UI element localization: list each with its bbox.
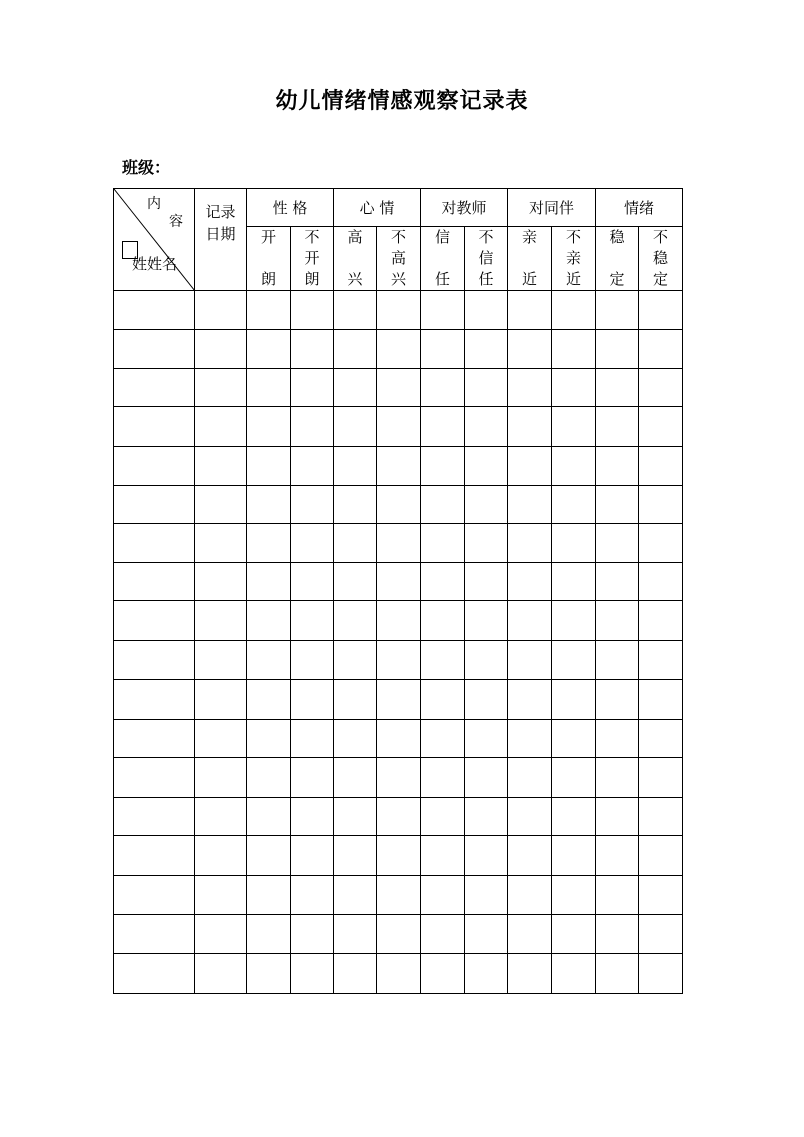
table-row [114, 641, 683, 680]
name-cell[interactable] [114, 330, 195, 369]
name-cell[interactable] [114, 915, 195, 954]
observation-cell[interactable] [552, 486, 596, 524]
observation-cell[interactable] [421, 836, 465, 876]
observation-cell[interactable] [334, 369, 377, 407]
observation-cell[interactable] [639, 369, 683, 407]
observation-cell[interactable] [334, 836, 377, 876]
observation-cell[interactable] [334, 330, 377, 369]
observation-cell[interactable] [596, 330, 639, 369]
name-cell[interactable] [114, 369, 195, 407]
observation-cell[interactable] [291, 758, 334, 798]
date-cell[interactable] [195, 641, 247, 680]
observation-cell[interactable] [596, 758, 639, 798]
sub-header [639, 227, 683, 291]
observation-cell[interactable] [377, 369, 421, 407]
observation-cell[interactable] [291, 447, 334, 486]
group-header: 情绪 [596, 189, 683, 227]
date-cell[interactable] [195, 447, 247, 486]
observation-cell[interactable] [465, 836, 508, 876]
name-cell[interactable] [114, 954, 195, 994]
observation-cell[interactable] [421, 680, 465, 720]
observation-cell[interactable] [596, 601, 639, 641]
observation-cell[interactable] [247, 291, 291, 330]
observation-cell[interactable] [291, 330, 334, 369]
observation-cell[interactable] [465, 954, 508, 994]
observation-cell[interactable] [552, 798, 596, 836]
sub-header [465, 227, 508, 291]
observation-cell[interactable] [334, 758, 377, 798]
observation-cell[interactable] [377, 524, 421, 563]
name-cell[interactable] [114, 524, 195, 563]
sub-header-char: 高 [390, 249, 406, 267]
date-cell[interactable] [195, 680, 247, 720]
observation-cell[interactable] [377, 601, 421, 641]
observation-cell[interactable] [639, 915, 683, 954]
observation-cell[interactable] [552, 524, 596, 563]
observation-cell[interactable] [639, 407, 683, 447]
observation-cell[interactable] [639, 680, 683, 720]
table-row [114, 291, 683, 330]
date-label-line2: 日期 [205, 225, 236, 243]
observation-cell[interactable] [334, 954, 377, 994]
observation-cell[interactable] [465, 641, 508, 680]
observation-cell[interactable] [334, 720, 377, 758]
observation-cell[interactable] [291, 641, 334, 680]
date-cell[interactable] [195, 915, 247, 954]
table-row [114, 798, 683, 836]
date-cell[interactable] [195, 720, 247, 758]
observation-cell[interactable] [377, 486, 421, 524]
observation-cell[interactable] [465, 680, 508, 720]
observation-cell[interactable] [334, 641, 377, 680]
group-header: 心 情 [334, 189, 421, 227]
name-cell[interactable] [114, 836, 195, 876]
observation-cell[interactable] [291, 876, 334, 915]
sub-header-char: 定 [609, 270, 625, 288]
observation-cell[interactable] [552, 330, 596, 369]
observation-cell[interactable] [508, 369, 552, 407]
observation-cell[interactable] [596, 369, 639, 407]
observation-cell[interactable] [421, 486, 465, 524]
observation-cell[interactable] [291, 407, 334, 447]
sub-header-char: 不 [478, 228, 494, 246]
table-row [114, 680, 683, 720]
observation-cell[interactable] [508, 641, 552, 680]
name-cell[interactable] [114, 876, 195, 915]
observation-cell[interactable] [508, 407, 552, 447]
observation-cell[interactable] [334, 486, 377, 524]
observation-cell[interactable] [247, 524, 291, 563]
observation-cell[interactable] [596, 915, 639, 954]
observation-cell[interactable] [596, 876, 639, 915]
observation-cell[interactable] [508, 954, 552, 994]
observation-cell[interactable] [421, 447, 465, 486]
sub-header-char: 亲 [521, 228, 537, 246]
observation-cell[interactable] [552, 369, 596, 407]
date-cell[interactable] [195, 601, 247, 641]
observation-cell[interactable] [508, 563, 552, 601]
date-cell[interactable] [195, 330, 247, 369]
observation-cell[interactable] [291, 798, 334, 836]
name-cell[interactable] [114, 291, 195, 330]
observation-table [113, 188, 683, 994]
sub-header-char: 稳 [652, 249, 668, 267]
observation-cell[interactable] [247, 954, 291, 994]
date-cell[interactable] [195, 876, 247, 915]
sub-header-char: 近 [521, 270, 537, 288]
diagonal-header-cell [114, 189, 195, 291]
observation-cell[interactable] [596, 447, 639, 486]
observation-cell[interactable] [421, 369, 465, 407]
observation-cell[interactable] [508, 915, 552, 954]
sub-header-char: 近 [565, 270, 581, 288]
observation-cell[interactable] [377, 447, 421, 486]
observation-cell[interactable] [247, 563, 291, 601]
observation-cell[interactable] [639, 601, 683, 641]
observation-cell[interactable] [465, 915, 508, 954]
observation-cell[interactable] [508, 330, 552, 369]
observation-cell[interactable] [552, 680, 596, 720]
observation-cell[interactable] [334, 563, 377, 601]
name-cell[interactable] [114, 641, 195, 680]
name-cell[interactable] [114, 407, 195, 447]
observation-cell[interactable] [247, 720, 291, 758]
sub-header-char: 高 [347, 228, 363, 246]
content-label-2: 容 [169, 214, 183, 230]
content-label-1: 内 [147, 196, 161, 212]
observation-cell[interactable] [291, 369, 334, 407]
observation-cell[interactable] [291, 563, 334, 601]
observation-cell[interactable] [291, 954, 334, 994]
observation-cell[interactable] [247, 915, 291, 954]
observation-cell[interactable] [334, 407, 377, 447]
sub-header-char: 不 [390, 228, 406, 246]
observation-cell[interactable] [334, 447, 377, 486]
observation-cell[interactable] [247, 369, 291, 407]
date-cell[interactable] [195, 798, 247, 836]
observation-cell[interactable] [508, 836, 552, 876]
observation-cell[interactable] [247, 407, 291, 447]
observation-cell[interactable] [291, 915, 334, 954]
observation-cell[interactable] [596, 836, 639, 876]
observation-cell[interactable] [465, 601, 508, 641]
observation-cell[interactable] [639, 720, 683, 758]
observation-cell[interactable] [508, 486, 552, 524]
table-row [114, 486, 683, 524]
observation-cell[interactable] [508, 291, 552, 330]
class-label: 班级： [122, 158, 171, 177]
observation-cell[interactable] [421, 601, 465, 641]
observation-cell[interactable] [421, 407, 465, 447]
date-cell[interactable] [195, 954, 247, 994]
observation-cell[interactable] [465, 720, 508, 758]
date-cell[interactable] [195, 758, 247, 798]
name-cell[interactable] [114, 601, 195, 641]
observation-cell[interactable] [552, 291, 596, 330]
name-cell[interactable] [114, 563, 195, 601]
table-row [114, 720, 683, 758]
observation-cell[interactable] [596, 563, 639, 601]
observation-cell[interactable] [247, 836, 291, 876]
observation-cell[interactable] [334, 876, 377, 915]
date-cell[interactable] [195, 524, 247, 563]
observation-cell[interactable] [508, 601, 552, 641]
sub-header-char: 朗 [260, 270, 276, 288]
table-row [114, 369, 683, 407]
observation-cell[interactable] [465, 447, 508, 486]
observation-cell[interactable] [291, 486, 334, 524]
name-cell[interactable] [114, 680, 195, 720]
sub-header [377, 227, 421, 291]
name-cell[interactable] [114, 447, 195, 486]
observation-cell[interactable] [421, 563, 465, 601]
observation-cell[interactable] [552, 447, 596, 486]
observation-cell[interactable] [291, 524, 334, 563]
group-header: 对教师 [421, 189, 508, 227]
sub-header [247, 227, 291, 291]
observation-cell[interactable] [421, 291, 465, 330]
sub-header-char: 朗 [304, 270, 320, 288]
date-cell[interactable] [195, 407, 247, 447]
observation-cell[interactable] [377, 563, 421, 601]
observation-cell[interactable] [247, 447, 291, 486]
observation-cell[interactable] [508, 798, 552, 836]
observation-cell[interactable] [334, 601, 377, 641]
observation-cell[interactable] [639, 447, 683, 486]
observation-cell[interactable] [508, 720, 552, 758]
observation-cell[interactable] [639, 291, 683, 330]
observation-cell[interactable] [465, 369, 508, 407]
sub-header-char: 稳 [609, 228, 625, 246]
sub-header [508, 227, 552, 291]
observation-cell[interactable] [334, 680, 377, 720]
table-row [114, 447, 683, 486]
observation-cell[interactable] [552, 876, 596, 915]
table-row [114, 407, 683, 447]
observation-cell[interactable] [291, 680, 334, 720]
table-row [114, 601, 683, 641]
observation-cell[interactable] [552, 915, 596, 954]
observation-cell[interactable] [421, 641, 465, 680]
observation-cell[interactable] [247, 486, 291, 524]
sub-header-char [334, 248, 376, 269]
observation-cell[interactable] [377, 680, 421, 720]
observation-cell[interactable] [247, 601, 291, 641]
sub-header [421, 227, 465, 291]
sub-header-char: 任 [434, 270, 450, 288]
observation-cell[interactable] [508, 447, 552, 486]
observation-cell[interactable] [421, 798, 465, 836]
name-cell[interactable] [114, 758, 195, 798]
observation-cell[interactable] [596, 524, 639, 563]
observation-cell[interactable] [377, 407, 421, 447]
name-label: 姓姓名 [132, 255, 178, 273]
sub-header-char [596, 248, 638, 269]
date-cell[interactable] [195, 486, 247, 524]
sub-header-char: 不 [565, 228, 581, 246]
observation-cell[interactable] [508, 680, 552, 720]
observation-cell[interactable] [377, 836, 421, 876]
observation-cell[interactable] [377, 720, 421, 758]
observation-cell[interactable] [247, 330, 291, 369]
page-title: 幼儿情绪情感观察记录表 [275, 89, 529, 114]
observation-cell[interactable] [508, 524, 552, 563]
observation-cell[interactable] [639, 641, 683, 680]
observation-cell[interactable] [247, 758, 291, 798]
observation-cell[interactable] [334, 291, 377, 330]
observation-cell[interactable] [377, 915, 421, 954]
table-row [114, 330, 683, 369]
observation-cell[interactable] [552, 641, 596, 680]
observation-cell[interactable] [552, 836, 596, 876]
observation-cell[interactable] [465, 486, 508, 524]
table-row [114, 876, 683, 915]
observation-cell[interactable] [552, 563, 596, 601]
observation-cell[interactable] [639, 876, 683, 915]
table-row [114, 954, 683, 994]
date-label-line1: 记录 [205, 203, 236, 221]
group-header: 对同伴 [508, 189, 596, 227]
name-cell[interactable] [114, 720, 195, 758]
observation-cell[interactable] [465, 524, 508, 563]
observation-cell[interactable] [596, 720, 639, 758]
observation-cell[interactable] [421, 758, 465, 798]
date-cell[interactable] [195, 291, 247, 330]
group-header: 性 格 [247, 189, 334, 227]
observation-cell[interactable] [596, 291, 639, 330]
table-row [114, 915, 683, 954]
observation-cell[interactable] [596, 486, 639, 524]
observation-cell[interactable] [421, 330, 465, 369]
sub-header-char: 信 [434, 228, 450, 246]
observation-cell[interactable] [465, 291, 508, 330]
sub-header-char [247, 248, 290, 269]
observation-cell[interactable] [291, 601, 334, 641]
observation-cell[interactable] [421, 954, 465, 994]
sub-header-char: 信 [478, 249, 494, 267]
observation-cell[interactable] [377, 291, 421, 330]
date-cell[interactable] [195, 369, 247, 407]
observation-cell[interactable] [377, 876, 421, 915]
observation-cell[interactable] [508, 876, 552, 915]
observation-cell[interactable] [596, 798, 639, 836]
sub-header-char: 亲 [565, 249, 581, 267]
observation-cell[interactable] [247, 680, 291, 720]
observation-cell[interactable] [377, 758, 421, 798]
observation-cell[interactable] [596, 641, 639, 680]
sub-header-char: 任 [478, 270, 494, 288]
observation-cell[interactable] [421, 720, 465, 758]
observation-cell[interactable] [334, 798, 377, 836]
observation-cell[interactable] [639, 836, 683, 876]
sub-header-char: 兴 [347, 270, 363, 288]
table-row [114, 563, 683, 601]
observation-cell[interactable] [552, 720, 596, 758]
observation-cell[interactable] [247, 641, 291, 680]
observation-cell[interactable] [465, 563, 508, 601]
sub-header [596, 227, 639, 291]
observation-cell[interactable] [465, 407, 508, 447]
observation-cell[interactable] [377, 641, 421, 680]
observation-cell[interactable] [377, 954, 421, 994]
observation-cell[interactable] [247, 876, 291, 915]
sub-header-char: 兴 [390, 270, 406, 288]
date-cell[interactable] [195, 836, 247, 876]
observation-cell[interactable] [639, 954, 683, 994]
sub-header [552, 227, 596, 291]
record-date-header [195, 189, 247, 291]
observation-cell[interactable] [377, 798, 421, 836]
table-row [114, 758, 683, 798]
observation-cell[interactable] [377, 330, 421, 369]
observation-cell[interactable] [596, 680, 639, 720]
observation-cell[interactable] [639, 330, 683, 369]
observation-cell[interactable] [334, 524, 377, 563]
observation-cell[interactable] [465, 758, 508, 798]
name-cell[interactable] [114, 798, 195, 836]
observation-cell[interactable] [639, 798, 683, 836]
sub-header-char: 开 [260, 228, 276, 246]
observation-cell[interactable] [639, 486, 683, 524]
sub-header-char: 不 [652, 228, 668, 246]
table-row [114, 836, 683, 876]
observation-cell[interactable] [334, 915, 377, 954]
observation-cell[interactable] [639, 524, 683, 563]
observation-cell[interactable] [639, 563, 683, 601]
observation-cell[interactable] [465, 876, 508, 915]
observation-cell[interactable] [291, 720, 334, 758]
name-cell[interactable] [114, 486, 195, 524]
sub-header [291, 227, 334, 291]
observation-cell[interactable] [639, 758, 683, 798]
observation-cell[interactable] [247, 798, 291, 836]
observation-cell[interactable] [596, 407, 639, 447]
observation-cell[interactable] [552, 954, 596, 994]
observation-cell[interactable] [552, 601, 596, 641]
observation-cell[interactable] [421, 876, 465, 915]
observation-cell[interactable] [552, 407, 596, 447]
observation-cell[interactable] [421, 915, 465, 954]
observation-cell[interactable] [421, 524, 465, 563]
observation-cell[interactable] [465, 798, 508, 836]
observation-cell[interactable] [508, 758, 552, 798]
observation-cell[interactable] [465, 330, 508, 369]
sub-header-char: 开 [304, 249, 320, 267]
sub-header [334, 227, 377, 291]
sub-header-char [508, 248, 551, 269]
observation-cell[interactable] [291, 291, 334, 330]
sub-header-char: 定 [652, 270, 668, 288]
table-row [114, 524, 683, 563]
sub-header-char [421, 248, 464, 269]
observation-cell[interactable] [552, 758, 596, 798]
sub-header-char: 不 [304, 228, 320, 246]
date-cell[interactable] [195, 563, 247, 601]
observation-cell[interactable] [596, 954, 639, 994]
observation-cell[interactable] [291, 836, 334, 876]
